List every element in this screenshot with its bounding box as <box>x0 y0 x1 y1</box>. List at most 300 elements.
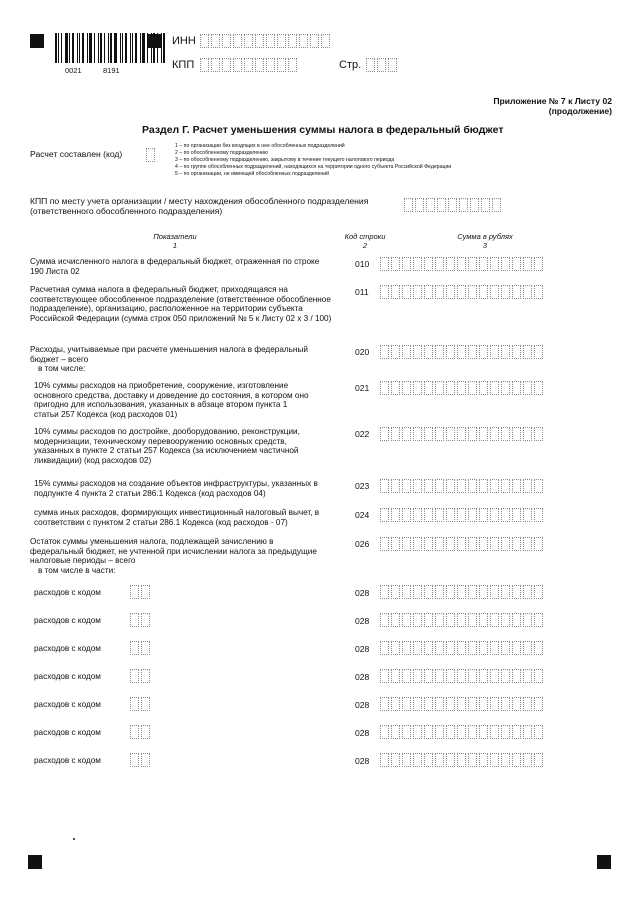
input-cell[interactable] <box>435 537 444 551</box>
input-cell[interactable] <box>402 725 411 739</box>
input-cell[interactable] <box>141 585 150 599</box>
input-cell[interactable] <box>424 669 433 683</box>
input-cell[interactable] <box>424 537 433 551</box>
input-cell[interactable] <box>523 537 532 551</box>
input-cell[interactable] <box>130 641 139 655</box>
input-cell[interactable] <box>446 427 455 441</box>
input-cell[interactable] <box>479 725 488 739</box>
input-cell[interactable] <box>435 585 444 599</box>
input-cell[interactable] <box>424 725 433 739</box>
input-cell[interactable] <box>380 508 389 522</box>
input-cell[interactable] <box>479 479 488 493</box>
input-cell[interactable] <box>479 508 488 522</box>
input-cell[interactable] <box>299 34 308 48</box>
input-cell[interactable] <box>424 381 433 395</box>
expense-code-field[interactable] <box>130 753 152 767</box>
input-cell[interactable] <box>479 697 488 711</box>
input-cell[interactable] <box>470 198 479 212</box>
expense-code-field[interactable] <box>130 669 152 683</box>
input-cell[interactable] <box>446 585 455 599</box>
kpp-location-field[interactable] <box>404 198 503 212</box>
input-cell[interactable] <box>512 427 521 441</box>
input-cell[interactable] <box>402 697 411 711</box>
input-cell[interactable] <box>490 753 499 767</box>
sum-field-022[interactable] <box>380 427 545 441</box>
input-cell[interactable] <box>512 669 521 683</box>
input-cell[interactable] <box>534 508 543 522</box>
input-cell[interactable] <box>534 753 543 767</box>
input-cell[interactable] <box>457 285 466 299</box>
input-cell[interactable] <box>468 285 477 299</box>
input-cell[interactable] <box>490 669 499 683</box>
sum-field-024[interactable] <box>380 508 545 522</box>
input-cell[interactable] <box>380 257 389 271</box>
input-cell[interactable] <box>501 427 510 441</box>
input-cell[interactable] <box>479 669 488 683</box>
input-cell[interactable] <box>435 345 444 359</box>
input-cell[interactable] <box>391 753 400 767</box>
input-cell[interactable] <box>391 641 400 655</box>
input-cell[interactable] <box>413 508 422 522</box>
input-cell[interactable] <box>288 58 297 72</box>
input-cell[interactable] <box>391 257 400 271</box>
input-cell[interactable] <box>490 585 499 599</box>
input-cell[interactable] <box>523 753 532 767</box>
expense-sum-field[interactable] <box>380 613 545 627</box>
calc-code-field[interactable] <box>146 148 157 162</box>
input-cell[interactable] <box>534 537 543 551</box>
input-cell[interactable] <box>534 669 543 683</box>
input-cell[interactable] <box>523 479 532 493</box>
input-cell[interactable] <box>490 613 499 627</box>
input-cell[interactable] <box>446 257 455 271</box>
input-cell[interactable] <box>468 345 477 359</box>
input-cell[interactable] <box>413 427 422 441</box>
input-cell[interactable] <box>146 148 155 162</box>
input-cell[interactable] <box>534 585 543 599</box>
input-cell[interactable] <box>413 257 422 271</box>
input-cell[interactable] <box>380 669 389 683</box>
input-cell[interactable] <box>512 585 521 599</box>
input-cell[interactable] <box>380 753 389 767</box>
input-cell[interactable] <box>534 345 543 359</box>
input-cell[interactable] <box>222 58 231 72</box>
input-cell[interactable] <box>468 508 477 522</box>
input-cell[interactable] <box>468 697 477 711</box>
input-cell[interactable] <box>266 58 275 72</box>
input-cell[interactable] <box>523 641 532 655</box>
input-cell[interactable] <box>490 641 499 655</box>
input-cell[interactable] <box>523 381 532 395</box>
input-cell[interactable] <box>479 537 488 551</box>
expense-sum-field[interactable] <box>380 753 545 767</box>
input-cell[interactable] <box>402 381 411 395</box>
input-cell[interactable] <box>479 285 488 299</box>
input-cell[interactable] <box>501 508 510 522</box>
input-cell[interactable] <box>457 479 466 493</box>
page-number-field[interactable] <box>366 58 399 72</box>
input-cell[interactable] <box>457 725 466 739</box>
expense-code-field[interactable] <box>130 613 152 627</box>
input-cell[interactable] <box>490 257 499 271</box>
input-cell[interactable] <box>141 641 150 655</box>
input-cell[interactable] <box>366 58 375 72</box>
input-cell[interactable] <box>402 537 411 551</box>
input-cell[interactable] <box>501 697 510 711</box>
input-cell[interactable] <box>457 753 466 767</box>
input-cell[interactable] <box>512 753 521 767</box>
input-cell[interactable] <box>391 285 400 299</box>
input-cell[interactable] <box>435 669 444 683</box>
input-cell[interactable] <box>534 479 543 493</box>
input-cell[interactable] <box>435 725 444 739</box>
input-cell[interactable] <box>413 285 422 299</box>
input-cell[interactable] <box>435 257 444 271</box>
input-cell[interactable] <box>512 257 521 271</box>
input-cell[interactable] <box>266 34 275 48</box>
input-cell[interactable] <box>402 753 411 767</box>
input-cell[interactable] <box>424 697 433 711</box>
input-cell[interactable] <box>435 508 444 522</box>
input-cell[interactable] <box>141 613 150 627</box>
input-cell[interactable] <box>534 725 543 739</box>
input-cell[interactable] <box>446 381 455 395</box>
input-cell[interactable] <box>424 345 433 359</box>
input-cell[interactable] <box>233 34 242 48</box>
input-cell[interactable] <box>130 613 139 627</box>
input-cell[interactable] <box>424 613 433 627</box>
input-cell[interactable] <box>468 613 477 627</box>
input-cell[interactable] <box>468 381 477 395</box>
expense-sum-field[interactable] <box>380 585 545 599</box>
expense-sum-field[interactable] <box>380 669 545 683</box>
input-cell[interactable] <box>523 613 532 627</box>
input-cell[interactable] <box>130 753 139 767</box>
expense-sum-field[interactable] <box>380 725 545 739</box>
input-cell[interactable] <box>457 381 466 395</box>
input-cell[interactable] <box>446 753 455 767</box>
input-cell[interactable] <box>512 697 521 711</box>
input-cell[interactable] <box>255 58 264 72</box>
input-cell[interactable] <box>255 34 264 48</box>
input-cell[interactable] <box>468 669 477 683</box>
input-cell[interactable] <box>380 345 389 359</box>
expense-sum-field[interactable] <box>380 641 545 655</box>
input-cell[interactable] <box>424 479 433 493</box>
input-cell[interactable] <box>424 427 433 441</box>
input-cell[interactable] <box>402 285 411 299</box>
input-cell[interactable] <box>391 613 400 627</box>
input-cell[interactable] <box>490 285 499 299</box>
input-cell[interactable] <box>413 537 422 551</box>
input-cell[interactable] <box>490 479 499 493</box>
input-cell[interactable] <box>512 641 521 655</box>
input-cell[interactable] <box>380 427 389 441</box>
input-cell[interactable] <box>523 285 532 299</box>
input-cell[interactable] <box>490 381 499 395</box>
sum-field-026[interactable] <box>380 537 545 551</box>
input-cell[interactable] <box>490 725 499 739</box>
input-cell[interactable] <box>391 345 400 359</box>
input-cell[interactable] <box>457 537 466 551</box>
input-cell[interactable] <box>479 753 488 767</box>
input-cell[interactable] <box>141 669 150 683</box>
input-cell[interactable] <box>457 641 466 655</box>
input-cell[interactable] <box>244 58 253 72</box>
input-cell[interactable] <box>424 508 433 522</box>
input-cell[interactable] <box>200 58 209 72</box>
input-cell[interactable] <box>413 381 422 395</box>
input-cell[interactable] <box>435 479 444 493</box>
input-cell[interactable] <box>468 641 477 655</box>
input-cell[interactable] <box>380 725 389 739</box>
input-cell[interactable] <box>402 613 411 627</box>
input-cell[interactable] <box>244 34 253 48</box>
input-cell[interactable] <box>523 669 532 683</box>
input-cell[interactable] <box>391 508 400 522</box>
input-cell[interactable] <box>130 669 139 683</box>
expense-code-field[interactable] <box>130 641 152 655</box>
input-cell[interactable] <box>288 34 297 48</box>
input-cell[interactable] <box>380 381 389 395</box>
input-cell[interactable] <box>321 34 330 48</box>
input-cell[interactable] <box>523 257 532 271</box>
input-cell[interactable] <box>468 427 477 441</box>
input-cell[interactable] <box>413 641 422 655</box>
input-cell[interactable] <box>501 585 510 599</box>
input-cell[interactable] <box>446 613 455 627</box>
input-cell[interactable] <box>413 669 422 683</box>
input-cell[interactable] <box>413 613 422 627</box>
input-cell[interactable] <box>402 508 411 522</box>
input-cell[interactable] <box>534 427 543 441</box>
input-cell[interactable] <box>501 613 510 627</box>
input-cell[interactable] <box>402 427 411 441</box>
input-cell[interactable] <box>435 753 444 767</box>
input-cell[interactable] <box>391 697 400 711</box>
input-cell[interactable] <box>512 479 521 493</box>
input-cell[interactable] <box>446 641 455 655</box>
input-cell[interactable] <box>380 613 389 627</box>
input-cell[interactable] <box>501 257 510 271</box>
input-cell[interactable] <box>457 669 466 683</box>
input-cell[interactable] <box>479 585 488 599</box>
input-cell[interactable] <box>468 537 477 551</box>
input-cell[interactable] <box>391 479 400 493</box>
input-cell[interactable] <box>468 585 477 599</box>
input-cell[interactable] <box>534 697 543 711</box>
input-cell[interactable] <box>523 508 532 522</box>
input-cell[interactable] <box>277 58 286 72</box>
input-cell[interactable] <box>534 613 543 627</box>
input-cell[interactable] <box>446 537 455 551</box>
input-cell[interactable] <box>490 537 499 551</box>
input-cell[interactable] <box>211 58 220 72</box>
input-cell[interactable] <box>424 257 433 271</box>
input-cell[interactable] <box>523 345 532 359</box>
input-cell[interactable] <box>404 198 413 212</box>
input-cell[interactable] <box>211 34 220 48</box>
input-cell[interactable] <box>435 697 444 711</box>
input-cell[interactable] <box>415 198 424 212</box>
input-cell[interactable] <box>402 585 411 599</box>
input-cell[interactable] <box>141 697 150 711</box>
input-cell[interactable] <box>490 697 499 711</box>
input-cell[interactable] <box>413 697 422 711</box>
input-cell[interactable] <box>448 198 457 212</box>
kpp-field[interactable] <box>200 58 299 72</box>
input-cell[interactable] <box>501 641 510 655</box>
input-cell[interactable] <box>490 508 499 522</box>
input-cell[interactable] <box>391 669 400 683</box>
input-cell[interactable] <box>446 697 455 711</box>
input-cell[interactable] <box>457 508 466 522</box>
input-cell[interactable] <box>512 725 521 739</box>
input-cell[interactable] <box>380 285 389 299</box>
sum-field-021[interactable] <box>380 381 545 395</box>
input-cell[interactable] <box>391 427 400 441</box>
input-cell[interactable] <box>468 257 477 271</box>
input-cell[interactable] <box>435 285 444 299</box>
input-cell[interactable] <box>457 257 466 271</box>
input-cell[interactable] <box>534 641 543 655</box>
input-cell[interactable] <box>492 198 501 212</box>
input-cell[interactable] <box>435 641 444 655</box>
input-cell[interactable] <box>424 585 433 599</box>
input-cell[interactable] <box>523 725 532 739</box>
input-cell[interactable] <box>426 198 435 212</box>
input-cell[interactable] <box>402 345 411 359</box>
input-cell[interactable] <box>380 479 389 493</box>
input-cell[interactable] <box>523 585 532 599</box>
input-cell[interactable] <box>446 345 455 359</box>
inn-field[interactable] <box>200 34 332 48</box>
input-cell[interactable] <box>200 34 209 48</box>
input-cell[interactable] <box>457 585 466 599</box>
input-cell[interactable] <box>413 345 422 359</box>
input-cell[interactable] <box>479 641 488 655</box>
input-cell[interactable] <box>534 381 543 395</box>
input-cell[interactable] <box>446 508 455 522</box>
input-cell[interactable] <box>446 285 455 299</box>
input-cell[interactable] <box>277 34 286 48</box>
expense-code-field[interactable] <box>130 697 152 711</box>
sum-field-023[interactable] <box>380 479 545 493</box>
input-cell[interactable] <box>141 725 150 739</box>
input-cell[interactable] <box>380 537 389 551</box>
input-cell[interactable] <box>457 613 466 627</box>
input-cell[interactable] <box>479 381 488 395</box>
input-cell[interactable] <box>501 753 510 767</box>
input-cell[interactable] <box>490 427 499 441</box>
input-cell[interactable] <box>490 345 499 359</box>
input-cell[interactable] <box>310 34 319 48</box>
input-cell[interactable] <box>413 585 422 599</box>
input-cell[interactable] <box>534 285 543 299</box>
input-cell[interactable] <box>501 345 510 359</box>
sum-field-020[interactable] <box>380 345 545 359</box>
input-cell[interactable] <box>413 753 422 767</box>
input-cell[interactable] <box>534 257 543 271</box>
input-cell[interactable] <box>413 725 422 739</box>
input-cell[interactable] <box>459 198 468 212</box>
input-cell[interactable] <box>512 345 521 359</box>
input-cell[interactable] <box>141 753 150 767</box>
input-cell[interactable] <box>479 345 488 359</box>
input-cell[interactable] <box>457 697 466 711</box>
input-cell[interactable] <box>130 725 139 739</box>
input-cell[interactable] <box>501 725 510 739</box>
input-cell[interactable] <box>391 585 400 599</box>
input-cell[interactable] <box>413 479 422 493</box>
input-cell[interactable] <box>468 753 477 767</box>
input-cell[interactable] <box>437 198 446 212</box>
input-cell[interactable] <box>512 613 521 627</box>
input-cell[interactable] <box>402 641 411 655</box>
input-cell[interactable] <box>501 285 510 299</box>
input-cell[interactable] <box>501 537 510 551</box>
sum-field-011[interactable] <box>380 285 545 299</box>
input-cell[interactable] <box>435 381 444 395</box>
input-cell[interactable] <box>435 613 444 627</box>
input-cell[interactable] <box>424 641 433 655</box>
input-cell[interactable] <box>222 34 231 48</box>
expense-code-field[interactable] <box>130 725 152 739</box>
input-cell[interactable] <box>391 537 400 551</box>
input-cell[interactable] <box>380 697 389 711</box>
input-cell[interactable] <box>479 613 488 627</box>
input-cell[interactable] <box>468 725 477 739</box>
input-cell[interactable] <box>446 725 455 739</box>
input-cell[interactable] <box>130 585 139 599</box>
input-cell[interactable] <box>424 285 433 299</box>
input-cell[interactable] <box>388 58 397 72</box>
expense-sum-field[interactable] <box>380 697 545 711</box>
input-cell[interactable] <box>512 537 521 551</box>
input-cell[interactable] <box>391 381 400 395</box>
input-cell[interactable] <box>512 381 521 395</box>
input-cell[interactable] <box>457 345 466 359</box>
input-cell[interactable] <box>130 697 139 711</box>
input-cell[interactable] <box>424 753 433 767</box>
input-cell[interactable] <box>468 479 477 493</box>
input-cell[interactable] <box>501 479 510 493</box>
input-cell[interactable] <box>501 669 510 683</box>
input-cell[interactable] <box>380 641 389 655</box>
input-cell[interactable] <box>446 479 455 493</box>
input-cell[interactable] <box>481 198 490 212</box>
input-cell[interactable] <box>479 427 488 441</box>
expense-code-field[interactable] <box>130 585 152 599</box>
input-cell[interactable] <box>377 58 386 72</box>
input-cell[interactable] <box>457 427 466 441</box>
input-cell[interactable] <box>501 381 510 395</box>
input-cell[interactable] <box>512 508 521 522</box>
sum-field-010[interactable] <box>380 257 545 271</box>
input-cell[interactable] <box>523 427 532 441</box>
input-cell[interactable] <box>233 58 242 72</box>
input-cell[interactable] <box>402 257 411 271</box>
input-cell[interactable] <box>512 285 521 299</box>
input-cell[interactable] <box>435 427 444 441</box>
input-cell[interactable] <box>523 697 532 711</box>
input-cell[interactable] <box>402 479 411 493</box>
input-cell[interactable] <box>391 725 400 739</box>
input-cell[interactable] <box>380 585 389 599</box>
input-cell[interactable] <box>446 669 455 683</box>
input-cell[interactable] <box>402 669 411 683</box>
input-cell[interactable] <box>479 257 488 271</box>
